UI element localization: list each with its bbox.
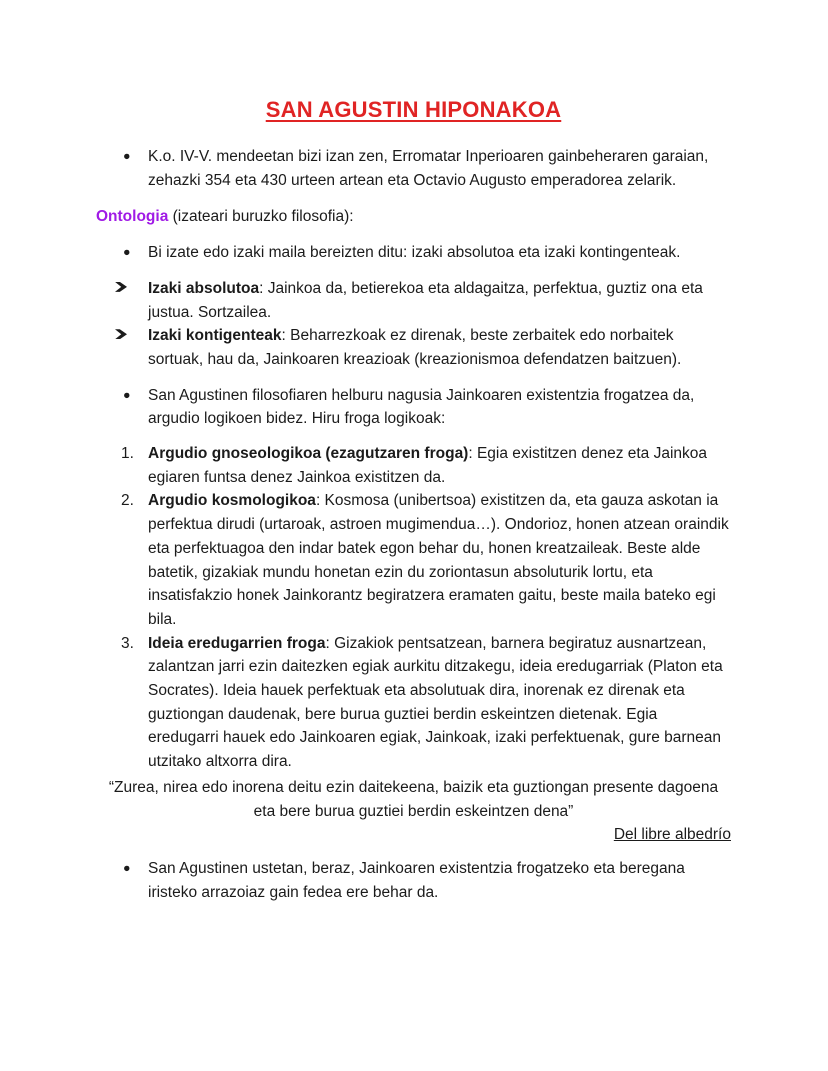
numbered-term: Argudio kosmologikoa [148, 492, 316, 510]
bullet-icon: ● [123, 245, 131, 260]
arrow-term: Izaki absolutoa [148, 279, 260, 297]
arrow-body: : Beharrezkoak ez direnak, beste zerbaitek edo norbaitek sortuak, hau da, Jainkoaren kreazioak (kreazionismoa defendatzen baitzuen). [148, 327, 682, 368]
section-heading-ontologia [96, 205, 731, 229]
bullet-intro-text: K.o. IV-V. mendeetan bizi izan zen, Erromatar Inperioaren gainbeheraren garaian, zehazki 354 eta 430 urteen artean eta Octavio Augusto emperadorea zelarik. [148, 148, 709, 189]
numbered-body: : Egia existitzen denez eta Jainkoa egiaren funtsa denez Jainkoa existitzen da. [148, 445, 708, 486]
numbered-item-text [148, 632, 731, 774]
numbered-item-text [148, 442, 731, 489]
bullet-fedea-text: San Agustinen ustetan, beraz, Jainkoaren existentzia frogatzeko eta beregana iristeko arrazoiaz gain fedea ere behar da. [148, 859, 685, 901]
arrow-list [96, 277, 731, 372]
numbered-list [96, 442, 731, 774]
list-number: 1. [121, 445, 134, 463]
numbered-body: : Gizakiok pentsatzean, barnera begiratuz ausnartzean, zalantzan jarri ezin daitezken egiak aurkitu ditzakegu, ideia eredugarriak (Platon eta Socrates). Ideia hauek perfektuak eta absolutuak dira, inorenak ez direnak eta guztiongan daudenak, bere burua guztiei berdin eskeintzen dietenak. Egia eredugarri hauek edo Jainkoaren egiak, Jainkoak, izaki perfektuenak, gure barnean utzitako altxorra dira. [148, 634, 723, 771]
arrow-item-text [148, 324, 731, 371]
quote-attribution [96, 823, 731, 847]
arrow-item-kontigenteak [96, 324, 731, 371]
bullet-item-helburu [96, 384, 731, 431]
numbered-body: : Kosmosa (unibertsoa) existitzen da, eta gauza askotan ia perfektua dirudi (urtaroak, astroen mugimendua…). Ondorioz, honen atzean oraindik eta perfektuagoa den indar batek egon behar du, honen kreatzaileak. Beste alde batetik, gizakiak mundu honetan ezin du zoriontasun absoluturik lortu, eta insatisfakzio honek Jainkorantz begiratzera eramaten gaitu, beste maila bateko egi bila. [148, 492, 729, 628]
numbered-item-text [148, 489, 731, 631]
arrow-bullet-icon [96, 324, 148, 371]
bullet-icon: ● [123, 387, 131, 402]
arrow-term: Izaki kontigenteak [148, 327, 282, 345]
numbered-item-gnoseologikoa [96, 442, 731, 489]
numbered-term: Ideia eredugarrien froga [148, 634, 326, 652]
bullet-item-intro [96, 145, 731, 192]
bullet-icon: ● [123, 149, 131, 163]
list-number: 3. [121, 634, 134, 652]
quote-text: “Zurea, nirea edo inorena deitu ezin daitekeena, baizik eta guztiongan presente dagoena eta bere burua guztiei berdin eskeintzen dena” [108, 778, 719, 820]
numbered-term: Argudio gnoseologikoa (ezagutzaren froga) [148, 445, 469, 463]
document-title: SAN AGUSTIN HIPONAKOA [265, 97, 562, 122]
arrow-body: : Jainkoa da, betierekoa eta aldagaitza, perfektua, guztiz ona eta justua. Sortzailea. [148, 279, 703, 321]
heading-rest: (izateari buruzko filosofia): [168, 208, 354, 226]
list-number: 2. [121, 492, 134, 510]
numbered-item-kosmologikoa [96, 489, 731, 631]
arrow-item-absolutoa [96, 277, 731, 324]
arrow-bullet-icon [96, 277, 148, 324]
numbered-item-eredugarrien [96, 632, 731, 774]
bullet-item-bi-izate [96, 241, 731, 265]
quote-attribution-text: Del libre albedrío [613, 826, 731, 844]
arrow-item-text [148, 277, 731, 324]
bullet-icon: ● [123, 860, 131, 875]
bullet-helburu-text: San Agustinen filosofiaren helburu nagusia Jainkoaren existentzia frogatzea da, argudio logikoen bidez. Hiru froga logikoak: [148, 386, 695, 428]
bullet-bi-izate-text: Bi izate edo izaki maila bereizten ditu: izaki absolutoa eta izaki kontingenteak. [148, 244, 681, 262]
heading-term: Ontologia [96, 208, 169, 226]
bullet-item-fedea [96, 857, 731, 904]
